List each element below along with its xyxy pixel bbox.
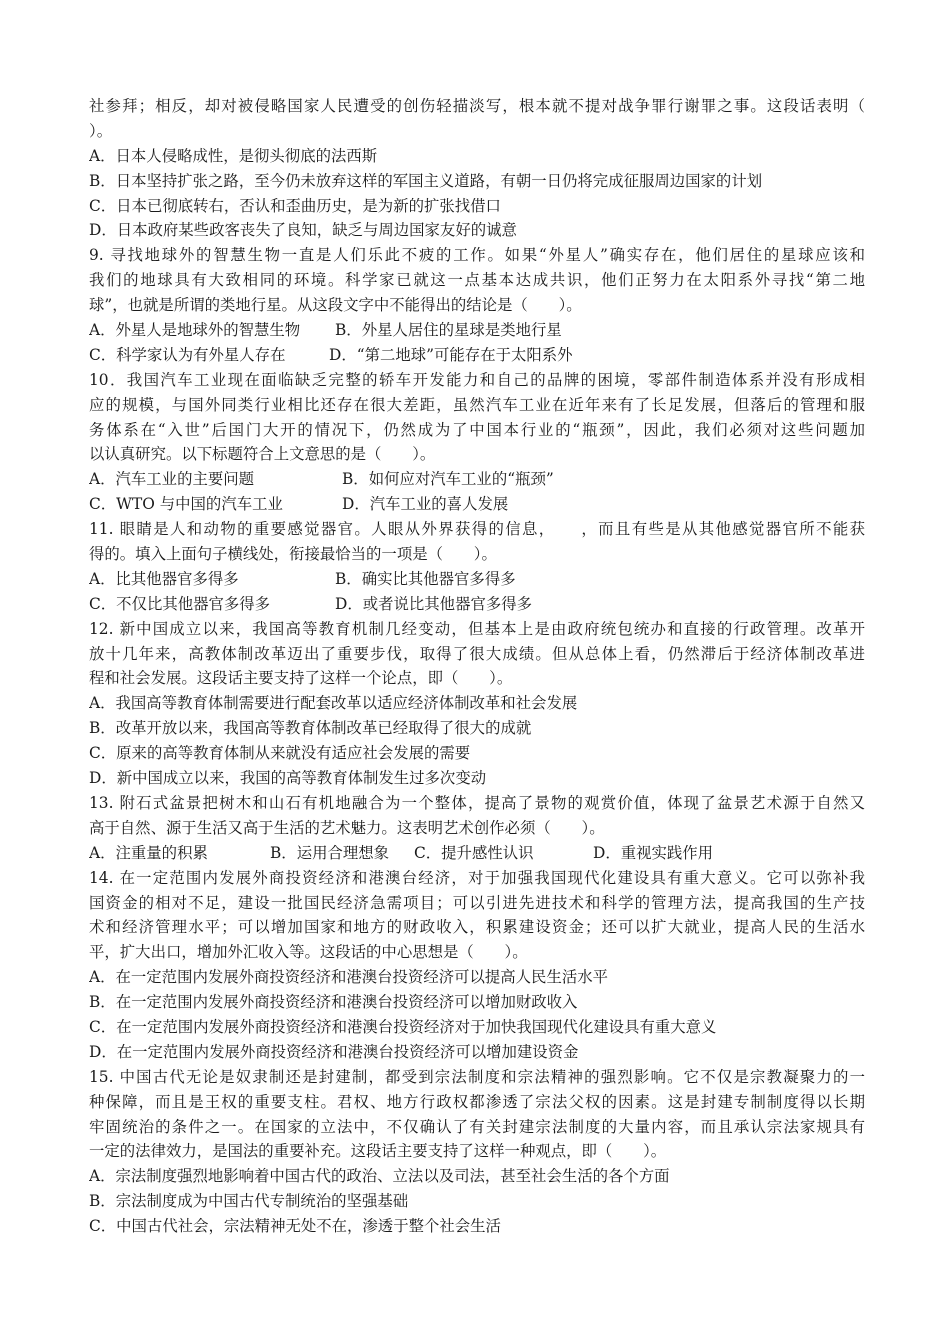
question-15-text: 种保障，而且是王权的重要支柱。君权、地方行政权都渗透了宗法父权的因素。这是封建专制制度得以长期	[89, 1092, 865, 1111]
document-page	[89, 94, 865, 1239]
option-a: A．我国高等教育体制需要进行配套改革以适应经济体制改革和社会发展	[89, 694, 578, 713]
question-10-text: 应的规模，与国外同类行业相比还存在很大差距，虽然汽车工业在近年来有了长足发展，但落后的管理和服	[89, 395, 865, 414]
question-12-text: 程和社会发展。这段话主要支持了这样一个论点，即（ ）。	[89, 669, 513, 688]
option-c: C．原来的高等教育体制从来就没有适应社会发展的需要	[89, 744, 471, 763]
option-c: C．不仅比其他器官多得多	[89, 594, 271, 613]
question-10-text: 以认真研究。以下标题符合上文意思的是（ ）。	[89, 445, 436, 464]
question-10-options-row	[89, 467, 865, 492]
text-line: ）。	[89, 121, 113, 140]
option-c: C．提升感性认识	[414, 843, 534, 862]
option-b: B．如何应对汽车工业的“瓶颈”	[342, 470, 554, 489]
question-11-text: 得的。填入上面句子横线处，衔接最恰当的一项是（ ）。	[89, 545, 497, 564]
option-a: A．在一定范围内发展外商投资经济和港澳台投资经济可以提高人民生活水平	[89, 968, 609, 987]
question-15-text: 一定的法律效力，是国法的重要补充。这段话主要支持了这样一种观点，即（ ）。	[89, 1142, 667, 1161]
option-b: B．在一定范围内发展外商投资经济和港澳台投资经济可以增加财政收入	[89, 993, 578, 1012]
question-15-text: 牢固统治的条件之一。在国家的立法中，不仅确认了有关封建宗法制度的大量内容，而且承认宗法家规具有	[89, 1117, 865, 1136]
question-9-options-row	[89, 318, 865, 343]
question-13-text: 高于自然、源于生活又高于生活的艺术魅力。这表明艺术创作必须（ ）。	[89, 818, 605, 837]
option-c: C．科学家认为有外星人存在	[89, 345, 286, 364]
question-9-text: 球”，也就是所谓的类地行星。从这段文字中不能得出的结论是（ ）。	[89, 296, 582, 315]
option-c: C．WTO 与中国的汽车工业	[89, 495, 283, 514]
question-15-text: 15. 中国古代无论是奴隶制还是封建制，都受到宗法制度和宗法精神的强烈影响。它不仅是宗教凝聚力的一	[89, 1067, 865, 1086]
question-12-text: 12. 新中国成立以来，我国高等教育机制几经变动，但基本上是由政府统包统办和直接的行政管理。改革开	[89, 619, 865, 638]
option-d: D．在一定范围内发展外商投资经济和港澳台投资经济可以增加建设资金	[89, 1042, 579, 1061]
question-9-options-row	[89, 343, 865, 368]
option-b: B．外星人居住的星球是类地行星	[335, 321, 562, 340]
question-9-text: 9. 寻找地球外的智慧生物一直是人们乐此不疲的工作。如果“外星人”确实存在，他们居住的星球应该和	[89, 246, 865, 265]
question-13-text: 13. 附石式盆景把树木和山石有机地融合为一个整体，提高了景物的观赏价值，体现了盆景艺术源于自然又	[89, 793, 865, 812]
question-14-text: 平，扩大出口，增加外汇收入等。这段话的中心思想是（ ）。	[89, 943, 528, 962]
option-d: D．重视实践作用	[593, 843, 714, 862]
option-a: A．比其他器官多得多	[89, 569, 239, 588]
question-10-text: 10．我国汽车工业现在面临缺乏完整的轿车开发能力和自己的品牌的困境，零部件制造体系并没有形成相	[89, 370, 865, 389]
question-13-options-row	[89, 841, 865, 866]
option-a: A．外星人是地球外的智慧生物	[89, 321, 301, 340]
option-a: A．宗法制度强烈地影响着中国古代的政治、立法以及司法，甚至社会生活的各个方面	[89, 1167, 670, 1186]
option-a: A．注重量的积累	[89, 843, 208, 862]
option-d: D．日本政府某些政客丧失了良知，缺乏与周边国家友好的诚意	[89, 221, 517, 240]
option-b: B．改革开放以来，我国高等教育体制改革已经取得了很大的成就	[89, 719, 532, 738]
question-10-text: 务体系在“入世”后国门大开的情况下，仍然成为了中国本行业的“瓶颈”，因此，我们必须对这些问题加	[89, 420, 865, 439]
question-12-text: 放十几年来，高教体制改革迈出了重要步伐，取得了很大成绩。但从总体上看，仍然滞后于经济体制改革进	[89, 644, 865, 663]
question-14-text: 14. 在一定范围内发展外商投资经济和港澳台经济，对于加强我国现代化建设具有重大意义。它可以弥补我	[89, 868, 865, 887]
option-d: D．汽车工业的喜人发展	[342, 495, 509, 514]
option-d: D．“第二地球”可能存在于太阳系外	[329, 345, 573, 364]
option-a: A．汽车工业的主要问题	[89, 470, 255, 489]
option-d: D．新中国成立以来，我国的高等教育体制发生过多次变动	[89, 769, 487, 788]
option-c: C．日本已彻底转右，否认和歪曲历史，是为新的扩张找借口	[89, 196, 501, 215]
option-b: B．确实比其他器官多得多	[335, 569, 516, 588]
question-10-options-row	[89, 492, 865, 517]
option-b: B．运用合理想象	[270, 843, 390, 862]
option-c: C．中国古代社会，宗法精神无处不在，渗透于整个社会生活	[89, 1217, 501, 1236]
option-a: A．日本人侵略成性，是彻头彻底的法西斯	[89, 146, 378, 165]
question-9-text: 我们的地球具有大致相同的环境。科学家已就这一点基本达成共识，他们正努力在太阳系外寻找“第二地	[89, 271, 865, 290]
option-b: B．日本坚持扩张之路，至今仍未放弃这样的军国主义道路，有朝一日仍将完成征服周边国家的计划	[89, 171, 763, 190]
option-d: D．或者说比其他器官多得多	[335, 594, 533, 613]
question-11-options-row	[89, 567, 865, 592]
question-11-text: 11. 眼睛是人和动物的重要感觉器官。人眼从外界获得的信息， ，而且有些是从其他感觉器官所不能获	[89, 520, 865, 539]
question-11-options-row	[89, 592, 865, 617]
option-c: C．在一定范围内发展外商投资经济和港澳台投资经济对于加快我国现代化建设具有重大意义	[89, 1017, 717, 1036]
question-14-text: 术和经济管理水平；可以增加国家和地方的财政收入，积累建设资金；还可以扩大就业，提高人民的生活水	[89, 918, 865, 937]
question-14-text: 国资金的相对不足，建设一批国民经济急需项目；可以引进先进技术和科学的管理方法，提高我国的生产技	[89, 893, 865, 912]
option-b: B．宗法制度成为中国古代专制统治的坚强基础	[89, 1192, 409, 1211]
text-line: 社参拜；相反，却对被侵略国家人民遭受的创伤轻描淡写，根本就不提对战争罪行谢罪之事。这段话表明（	[89, 97, 865, 115]
